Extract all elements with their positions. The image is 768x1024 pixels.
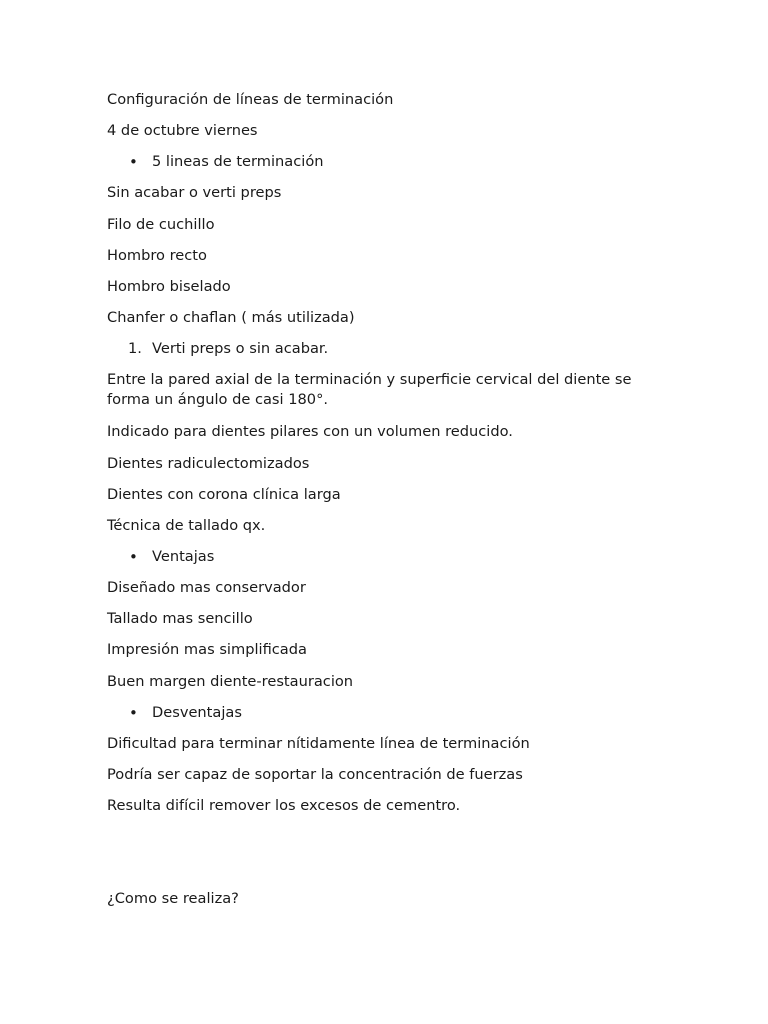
bullet-icon: • <box>129 153 138 171</box>
text-line: Hombro recto <box>107 247 207 264</box>
text-line: Dientes con corona clínica larga <box>107 486 341 503</box>
text-line: Chanfer o chaflan ( más utilizada) <box>107 309 355 326</box>
text-line: Buen margen diente-restauracion <box>107 673 354 690</box>
text-line: ¿Como se realiza? <box>107 890 239 907</box>
text-line: Dientes radiculectomizados <box>107 455 310 472</box>
text-line: Sin acabar o verti preps <box>107 184 282 201</box>
text-line: Filo de cuchillo <box>107 216 215 233</box>
paragraph: Entre la pared axial de la terminación y superficie cervical del diente se forma un ángulo de casi 180°. <box>107 371 632 408</box>
document-title: Configuración de líneas de terminación <box>107 91 394 108</box>
bullet-item-text: Desventajas <box>152 704 242 721</box>
bullet-icon: • <box>129 704 138 722</box>
bullet-item-text: Ventajas <box>152 548 215 565</box>
text-line: Indicado para dientes pilares con un volumen reducido. <box>107 423 513 440</box>
text-line: Resulta difícil remover los excesos de cementro. <box>107 797 461 814</box>
bullet-icon: • <box>129 548 138 566</box>
text-line: Diseñado mas conservador <box>107 579 306 596</box>
text-line: Tallado mas sencillo <box>107 610 253 627</box>
text-line: Técnica de tallado qx. <box>107 517 266 534</box>
date-line: 4 de octubre viernes <box>107 122 258 139</box>
bullet-item-text: 5 lineas de terminación <box>152 153 324 170</box>
text-line: Dificultad para terminar nítidamente línea de terminación <box>107 735 530 752</box>
text-line: Hombro biselado <box>107 278 231 295</box>
numbered-marker: 1. <box>128 340 142 357</box>
text-line: Impresión mas simplificada <box>107 641 307 658</box>
numbered-item-text: Verti preps o sin acabar. <box>152 340 329 357</box>
text-line: Podría ser capaz de soportar la concentración de fuerzas <box>107 766 523 783</box>
